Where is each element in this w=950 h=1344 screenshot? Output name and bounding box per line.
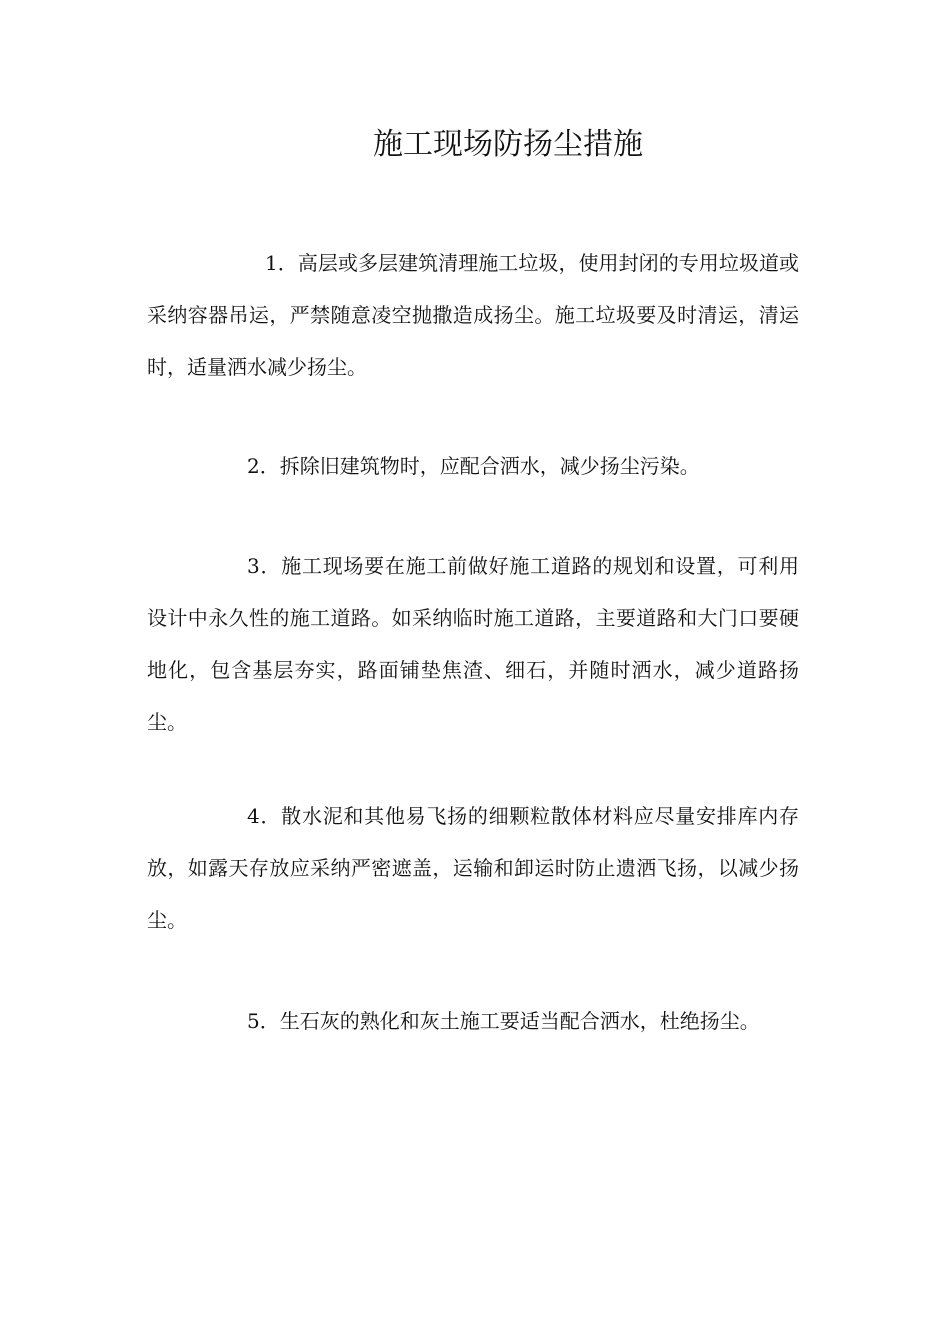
document-title: 施工现场防扬尘措施 — [373, 127, 643, 162]
measure-text-5: 5．生石灰的熟化和灰土施工要适当配合洒水，杜绝扬尘。 — [247, 1009, 760, 1033]
measure-text-3: 3．施工现场要在施工前做好施工道路的规划和设置，可利用设计中永久性的施工道路。如采纳临时施工道路，主要道路和大门口要硬地化，包含基层夯实，路面铺垫焦渣、细石，并随时洒水，减少道路扬尘。 — [147, 554, 799, 734]
measure-text-4: 4．散水泥和其他易飞扬的细颗粒散体材料应尽量安排库内存放，如露天存放应采纳严密遮盖，运输和卸运时防止遗洒飞扬，以减少扬尘。 — [147, 804, 799, 932]
measure-text-2: 2．拆除旧建筑物时，应配合洒水，减少扬尘污染。 — [247, 454, 700, 478]
measure-paragraph-4 — [147, 790, 799, 946]
measure-paragraph-5 — [147, 995, 799, 1047]
measure-paragraph-1 — [147, 237, 799, 393]
measure-text-1: 1．高层或多层建筑清理施工垃圾，使用封闭的专用垃圾道或采纳容器吊运，严禁随意凌空抛撒造成扬尘。施工垃圾要及时清运，清运时，适量洒水减少扬尘。 — [147, 251, 799, 379]
measure-paragraph-2 — [147, 440, 799, 492]
measure-paragraph-3 — [147, 540, 799, 748]
